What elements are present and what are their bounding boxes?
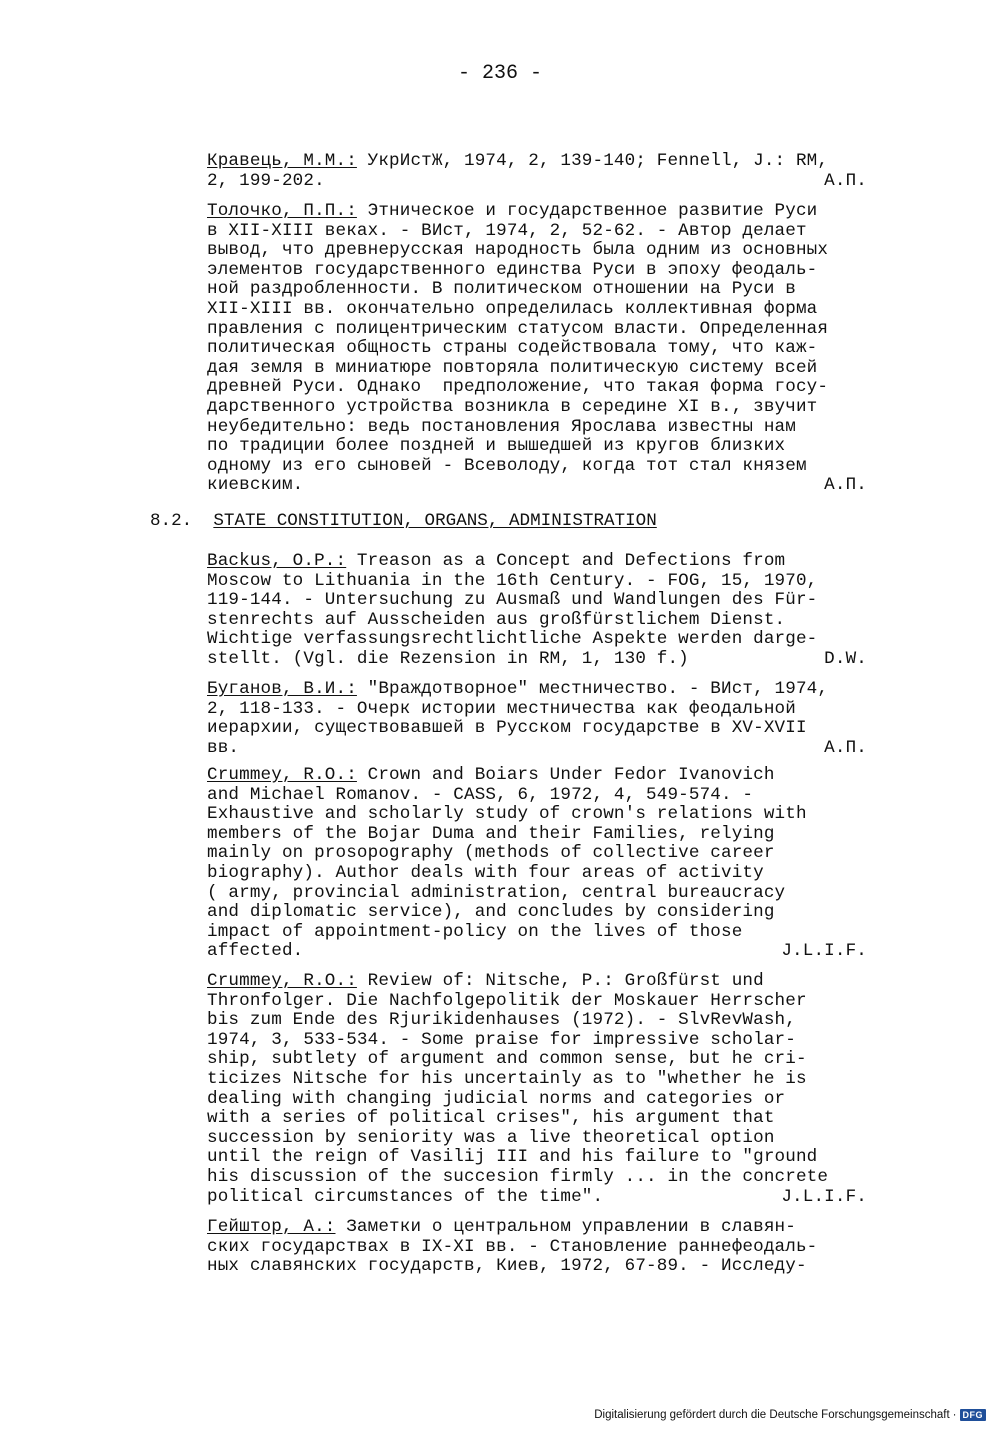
reviewer-initials: J.L.I.F. (781, 1186, 867, 1207)
entry-text: по традиции более поздней и вышедшей из кругов близких (207, 436, 786, 457)
entry-line (207, 1031, 897, 1051)
entry-line (207, 844, 897, 864)
entry-text: stellt. (Vgl. die Rezension in RM, 1, 130 f.) (207, 648, 689, 669)
entry-line (207, 202, 897, 222)
entry-text: Wichtige verfassungsrechtlichtliche Aspekte werden darge- (207, 629, 818, 650)
entry-line (207, 1090, 897, 1110)
entry-text: 119-144. - Untersuchung zu Ausmaß und Wandlungen des Für- (207, 590, 818, 611)
entry-text: ной раздробленности. В политическом отношении на Руси в (207, 279, 796, 300)
entry-text: элементов государственного единства Руси в эпоху феодаль- (207, 259, 818, 280)
entry-line (207, 378, 897, 398)
entry-line (207, 942, 897, 962)
entry-line (207, 903, 897, 923)
entry-text: members of the Bojar Duma and their Families, relying (207, 823, 775, 844)
entry-line (207, 591, 897, 611)
entry-text: political circumstances of the time". (207, 1186, 604, 1207)
entry-text: Review of: Nitsche, P.: Großfürst und (356, 971, 764, 991)
entry-line (207, 923, 897, 943)
entry-text: until the reign of Vasilij III and his failure to "ground (207, 1147, 818, 1168)
entry-line (207, 650, 897, 670)
entry-text: 2, 118-133. - Очерк истории местничества как феодальной (207, 698, 796, 719)
entry-line (207, 172, 897, 192)
reviewer-initials: А.П. (824, 170, 867, 191)
bib-entry (207, 680, 897, 758)
entry-line (207, 476, 897, 496)
bib-entry (207, 202, 897, 496)
entry-text: УкрИстЖ, 1974, 2, 139-140; Fennell, J.: RM, (356, 151, 829, 171)
entry-author: Crummey, R.O.: (207, 765, 357, 785)
entry-line (207, 766, 897, 786)
entry-line (207, 972, 897, 992)
entry-line (207, 992, 897, 1012)
entry-line (207, 739, 897, 759)
entry-line (207, 1257, 897, 1277)
reviewer-initials: D.W. (824, 648, 867, 669)
bib-entry (207, 766, 897, 962)
entry-text: his discussion of the succesion firmly ... in the concrete (207, 1166, 829, 1187)
entry-line (207, 786, 897, 806)
entry-text: succession by seniority was a live theoretical option (207, 1127, 775, 1148)
entry-line (207, 1218, 897, 1238)
entry-text: Exhaustive and scholarly study of crown's relations with (207, 804, 807, 825)
entry-line (207, 339, 897, 359)
entry-text: дая земля в миниатюре повторяла политическую систему всей (207, 357, 818, 378)
entry-text: 1974, 3, 533-534. - Some praise for impressive scholar- (207, 1029, 796, 1050)
entry-line (207, 359, 897, 379)
entry-text: одному из его сыновей - Всеволоду, когда тот стал князем (207, 455, 807, 476)
entry-line (207, 1129, 897, 1149)
entry-line (207, 864, 897, 884)
entry-line (207, 1011, 897, 1031)
reviewer-initials: J.L.I.F. (781, 941, 867, 962)
entry-line (207, 261, 897, 281)
entry-line (207, 1070, 897, 1090)
entry-text: неубедительно: ведь постановления Ярослава известны нам (207, 416, 796, 437)
entry-text: bis zum Ende des Rjurikidenhauses (1972). - SlvRevWash, (207, 1010, 796, 1031)
entry-text: вв. (207, 737, 240, 758)
entry-author: Backus, O.P.: (207, 551, 347, 571)
entry-line (207, 437, 897, 457)
entry-text: правления с полицентрическим статусом власти. Определенная (207, 318, 829, 339)
entry-text: with a series of political crises", his argument that (207, 1108, 775, 1129)
entry-text: ship, subtlety of argument and common sense, but he cri- (207, 1049, 807, 1070)
entry-text: biography). Author deals with four areas of activity (207, 862, 764, 883)
entry-line (207, 1050, 897, 1070)
entry-text: impact of appointment-policy on the lives of those (207, 921, 743, 942)
entry-text: киевским. (207, 475, 304, 496)
bib-entry (207, 552, 897, 670)
entry-line (207, 1109, 897, 1129)
entry-text: Thronfolger. Die Nachfolgepolitik der Moskauer Herrscher (207, 990, 807, 1011)
entry-line (207, 805, 897, 825)
entry-line (207, 300, 897, 320)
entry-text: ticizes Nitsche for his uncertainly as to "whether he is (207, 1068, 807, 1089)
page-number: - 236 - (457, 62, 542, 85)
entry-line (207, 630, 897, 650)
entry-text: ( army, provincial administration, central bureaucracy (207, 882, 786, 903)
entry-line (207, 884, 897, 904)
entry-text: ных славянских государств, Киев, 1972, 67-89. - Исследу- (207, 1256, 807, 1277)
entry-text: Moscow to Lithuania in the 16th Century. - FOG, 15, 1970, (207, 570, 818, 591)
entry-text: ских государствах в IX-XI вв. - Становление раннефеодаль- (207, 1236, 818, 1257)
entry-line (207, 552, 897, 572)
entry-text: 2, 199-202. (207, 170, 325, 191)
entry-line (207, 1238, 897, 1258)
entry-text: Crown and Boiars Under Fedor Ivanovich (356, 765, 775, 785)
entry-line (207, 1168, 897, 1188)
entry-text: Treason as a Concept and Defections from (346, 551, 786, 571)
entry-text: dealing with changing judicial norms and categories or (207, 1088, 786, 1109)
reviewer-initials: А.П. (824, 475, 867, 496)
entry-author: Crummey, R.O.: (207, 971, 357, 991)
reviewer-initials: А.П. (824, 737, 867, 758)
dfg-logo: DFG (960, 1409, 987, 1421)
entry-line (207, 572, 897, 592)
entry-line (207, 398, 897, 418)
entry-line (207, 611, 897, 631)
entry-text: древней Руси. Однако предположение, что такая форма госу- (207, 377, 829, 398)
bib-entry (207, 1218, 897, 1277)
entry-line (207, 1148, 897, 1168)
entry-line (207, 700, 897, 720)
entry-line (207, 222, 897, 242)
entry-line (207, 418, 897, 438)
entry-text: XII-XIII вв. окончательно определилась коллективная форма (207, 298, 818, 319)
entry-text: "Враждотворное" местничество. - ВИст, 1974, (356, 679, 829, 699)
entry-text: вывод, что древнерусская народность была одним из основных (207, 240, 829, 261)
section-title: STATE CONSTITUTION, ORGANS, ADMINISTRATION (213, 511, 657, 531)
entry-line (207, 457, 897, 477)
entry-text: and diplomatic service), and concludes by considering (207, 902, 775, 923)
entry-text: дарственного устройства возникла в середине XI в., звучит (207, 396, 818, 417)
entry-text: affected. (207, 941, 304, 962)
entry-text: в XII-XIII веках. - ВИст, 1974, 2, 52-62. - Автор делает (207, 220, 807, 241)
entry-line (207, 152, 897, 172)
entry-line (207, 241, 897, 261)
section-heading (150, 510, 657, 532)
entry-text: mainly on prosopography (methods of collective career (207, 843, 775, 864)
entry-line (207, 320, 897, 340)
footer-text: Digitalisierung gefördert durch die Deutsche Forschungsgemeinschaft (594, 1409, 950, 1421)
entry-line (207, 825, 897, 845)
entry-text: иерархии, существовавшей в Русском государстве в XV-XVII (207, 718, 807, 739)
entry-text: stenrechts auf Ausscheiden aus großfürstlichem Dienst. (207, 609, 786, 630)
entry-author: Буганов, В.И.: (207, 679, 357, 699)
section-number: 8.2. (150, 511, 193, 531)
dfg-footer: Digitalisierung gefördert durch die Deutsche Forschungsgemeinschaft · DFG (594, 1409, 986, 1421)
entry-text: Заметки о центральном управлении в славян- (335, 1217, 796, 1237)
entry-author: Гейштор, А.: (207, 1217, 336, 1237)
entry-line (207, 719, 897, 739)
entry-text: and Michael Romanov. - CASS, 6, 1972, 4, 549-574. - (207, 784, 754, 805)
entry-line (207, 280, 897, 300)
entry-text: политическая общность страны содействовала тому, что каж- (207, 338, 818, 359)
bib-entry (207, 152, 897, 191)
entry-author: Кравець, М.М.: (207, 151, 357, 171)
entry-author: Толочко, П.П.: (207, 201, 357, 221)
entry-line (207, 680, 897, 700)
entry-text: Этническое и государственное развитие Руси (356, 201, 818, 221)
bib-entry (207, 972, 897, 1207)
entry-line (207, 1188, 897, 1208)
